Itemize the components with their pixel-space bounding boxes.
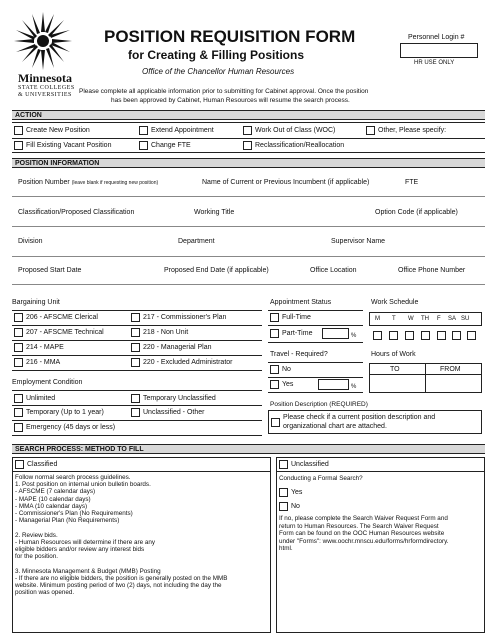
- org-sub2: & UNIVERSITIES: [18, 92, 72, 98]
- day-f-checkbox[interactable]: [437, 331, 446, 340]
- start-date-label: Proposed Start Date: [18, 267, 82, 274]
- bu-220-excluded-label: 220 - Excluded Administrator: [143, 359, 233, 366]
- classified-instructions: Follow normal search process guidelines. 1. Post position on internal union bulletin boards. - AFSCME (7 calendar days) - MAPE (10 calendar days) - MMA (10 calendar days) - Commissioner's Plan (No Requirements) - Managerial Plan (No Requirements) 2. Review bids. - Human Resources will determine if there are any eligible bidders and/or review any interest bids for the position. 3. Minnesota Management & Budget (MMB) Posting - If there are no eligible bidders, the position is generally posted on the MMB website. Minimum posting period of two (2) days, not including the day the position was opened.: [15, 474, 228, 597]
- instructions-line2: has been approved by Cabinet, Human Resources will resume the search process.: [111, 97, 350, 104]
- travel-heading: Travel - Required?: [270, 351, 328, 358]
- department-label: Department: [178, 238, 215, 245]
- employment-heading: Employment Condition: [12, 379, 83, 386]
- bu-206-label: 206 - AFSCME Clerical: [26, 314, 98, 321]
- position-number-hint: (leave blank if requesting new position): [71, 180, 159, 186]
- bu-218-checkbox[interactable]: [131, 328, 140, 337]
- travel-yes-checkbox[interactable]: [270, 380, 279, 389]
- day-w: W: [408, 316, 414, 322]
- incumbent-label: Name of Current or Previous Incumbent (if applicable): [202, 179, 370, 186]
- day-m: M: [375, 316, 380, 322]
- supervisor-label: Supervisor Name: [331, 238, 386, 245]
- description-attached-checkbox[interactable]: [271, 418, 280, 427]
- day-w-checkbox[interactable]: [405, 331, 414, 340]
- part-time-checkbox[interactable]: [270, 329, 279, 338]
- waiver-instructions: If no, please complete the Search Waiver Request Form and return to Human Resources. The Search Waiver Request Form can be found on the OOC Human Resources website under "Forms": www.oochr.mnscu.edu/forms/hrformdirectory. html.: [279, 515, 449, 552]
- fill-vacant-checkbox[interactable]: [14, 141, 23, 150]
- other-checkbox[interactable]: [366, 126, 375, 135]
- hours-heading: Hours of Work: [371, 351, 416, 358]
- extend-appointment-checkbox[interactable]: [139, 126, 148, 135]
- reclassification-label: Reclassification/Reallocation: [255, 142, 345, 149]
- extend-appointment-label: Extend Appointment: [151, 127, 214, 134]
- bu-207-checkbox[interactable]: [14, 328, 23, 337]
- org-sub1: STATE COLLEGES: [18, 85, 75, 91]
- day-su: SU: [461, 316, 470, 322]
- bu-216-label: 216 - MMA: [26, 359, 61, 366]
- part-time-percent-sign: %: [351, 333, 357, 339]
- day-su-checkbox[interactable]: [467, 331, 476, 340]
- day-f: F: [437, 316, 441, 322]
- formal-yes-label: Yes: [291, 489, 303, 496]
- position-number-label: Position Number (leave blank if requesting new position): [18, 179, 159, 186]
- bu-214-checkbox[interactable]: [14, 343, 23, 352]
- change-fte-label: Change FTE: [151, 142, 191, 149]
- logo-starburst-icon: [12, 10, 74, 72]
- instructions-line1: Please complete all applicable information prior to submitting for Cabinet approval. Once the position: [79, 88, 369, 95]
- option-code-label: Option Code (if applicable): [375, 209, 458, 216]
- bu-220-excluded-checkbox[interactable]: [131, 358, 140, 367]
- temporary-checkbox[interactable]: [14, 408, 23, 417]
- unclassified-other-checkbox[interactable]: [131, 408, 140, 417]
- page-title: POSITION REQUISITION FORM: [104, 27, 356, 46]
- personnel-login-label: Personnel Login #: [408, 34, 465, 41]
- action-heading: ACTION: [12, 110, 485, 120]
- bu-220-managerial-checkbox[interactable]: [131, 343, 140, 352]
- working-title-label: Working Title: [194, 209, 235, 216]
- change-fte-checkbox[interactable]: [139, 141, 148, 150]
- schedule-heading: Work Schedule: [371, 299, 419, 306]
- emergency-checkbox[interactable]: [14, 423, 23, 432]
- page-subtitle: for Creating & Filling Positions: [128, 48, 305, 62]
- classification-label: Classification/Proposed Classification: [18, 209, 135, 216]
- travel-no-label: No: [282, 366, 291, 373]
- bu-217-label: 217 - Commissioner's Plan: [143, 314, 227, 321]
- classified-checkbox[interactable]: [15, 460, 24, 469]
- day-th: TH: [421, 316, 429, 322]
- hours-from-field[interactable]: [426, 375, 481, 392]
- fill-vacant-label: Fill Existing Vacant Position: [26, 142, 112, 149]
- travel-yes-label: Yes: [282, 381, 294, 388]
- office-name: Office of the Chancellor Human Resources: [142, 67, 295, 76]
- end-date-label: Proposed End Date (if applicable): [164, 267, 269, 274]
- description-line1: Please check if a current position description and: [283, 414, 436, 421]
- hours-to-field[interactable]: [370, 375, 424, 392]
- hours-from-label: FROM: [440, 366, 461, 373]
- travel-percent-field[interactable]: [318, 379, 349, 390]
- unclassified-label: Unclassified: [291, 461, 329, 468]
- day-m-checkbox[interactable]: [373, 331, 382, 340]
- bu-214-label: 214 - MAPE: [26, 344, 64, 351]
- office-phone-label: Office Phone Number: [398, 267, 466, 274]
- travel-percent-sign: %: [351, 384, 357, 390]
- search-heading: SEARCH PROCESS: METHOD TO FILL: [12, 444, 485, 454]
- unlimited-checkbox[interactable]: [14, 394, 23, 403]
- day-t: T: [392, 316, 396, 322]
- temp-unclassified-label: Temporary Unclassified: [143, 395, 216, 402]
- temporary-label: Temporary (Up to 1 year): [26, 409, 104, 416]
- bu-220-managerial-label: 220 - Managerial Plan: [143, 344, 212, 351]
- day-th-checkbox[interactable]: [421, 331, 430, 340]
- bu-206-checkbox[interactable]: [14, 313, 23, 322]
- org-name: Minnesota: [18, 71, 72, 85]
- day-t-checkbox[interactable]: [389, 331, 398, 340]
- formal-no-checkbox[interactable]: [279, 502, 288, 511]
- bu-217-checkbox[interactable]: [131, 313, 140, 322]
- logo: [12, 10, 74, 72]
- unclassified-checkbox[interactable]: [279, 460, 288, 469]
- position-row-line: [12, 196, 485, 197]
- personnel-login-field[interactable]: [400, 43, 478, 58]
- formal-yes-checkbox[interactable]: [279, 488, 288, 497]
- other-label: Other, Please specify:: [378, 127, 447, 134]
- bu-216-checkbox[interactable]: [14, 358, 23, 367]
- woc-checkbox[interactable]: [243, 126, 252, 135]
- description-line2: organizational chart are attached.: [283, 423, 387, 430]
- division-label: Division: [18, 238, 43, 245]
- create-new-checkbox[interactable]: [14, 126, 23, 135]
- emergency-label: Emergency (45 days or less): [26, 424, 116, 431]
- bu-218-label: 218 - Non Unit: [143, 329, 189, 336]
- position-info-heading: POSITION INFORMATION: [12, 158, 485, 168]
- part-time-percent-field[interactable]: [322, 328, 349, 339]
- fte-label: FTE: [405, 179, 419, 186]
- full-time-label: Full-Time: [282, 314, 311, 321]
- formal-no-label: No: [291, 503, 300, 510]
- description-heading: Position Description (REQUIRED): [270, 401, 368, 408]
- unlimited-label: Unlimited: [26, 395, 56, 402]
- temp-unclassified-checkbox[interactable]: [131, 394, 140, 403]
- reclassification-checkbox[interactable]: [243, 141, 252, 150]
- appointment-heading: Appointment Status: [270, 299, 332, 306]
- woc-label: Work Out of Class (WOC): [255, 127, 336, 134]
- day-sa: SA: [448, 316, 457, 322]
- formal-search-label: Conducting a Formal Search?: [279, 475, 363, 482]
- classified-label: Classified: [27, 461, 58, 468]
- hours-to-label: TO: [390, 366, 400, 373]
- travel-no-checkbox[interactable]: [270, 365, 279, 374]
- bu-207-label: 207 - AFSCME Technical: [26, 329, 104, 336]
- unclassified-other-label: Unclassified - Other: [143, 409, 205, 416]
- bargaining-heading: Bargaining Unit: [12, 299, 60, 306]
- part-time-label: Part-Time: [282, 330, 313, 337]
- hr-use-only-label: HR USE ONLY: [414, 60, 455, 66]
- office-location-label: Office Location: [310, 267, 357, 274]
- full-time-checkbox[interactable]: [270, 313, 279, 322]
- day-sa-checkbox[interactable]: [452, 331, 461, 340]
- create-new-label: Create New Position: [26, 127, 90, 134]
